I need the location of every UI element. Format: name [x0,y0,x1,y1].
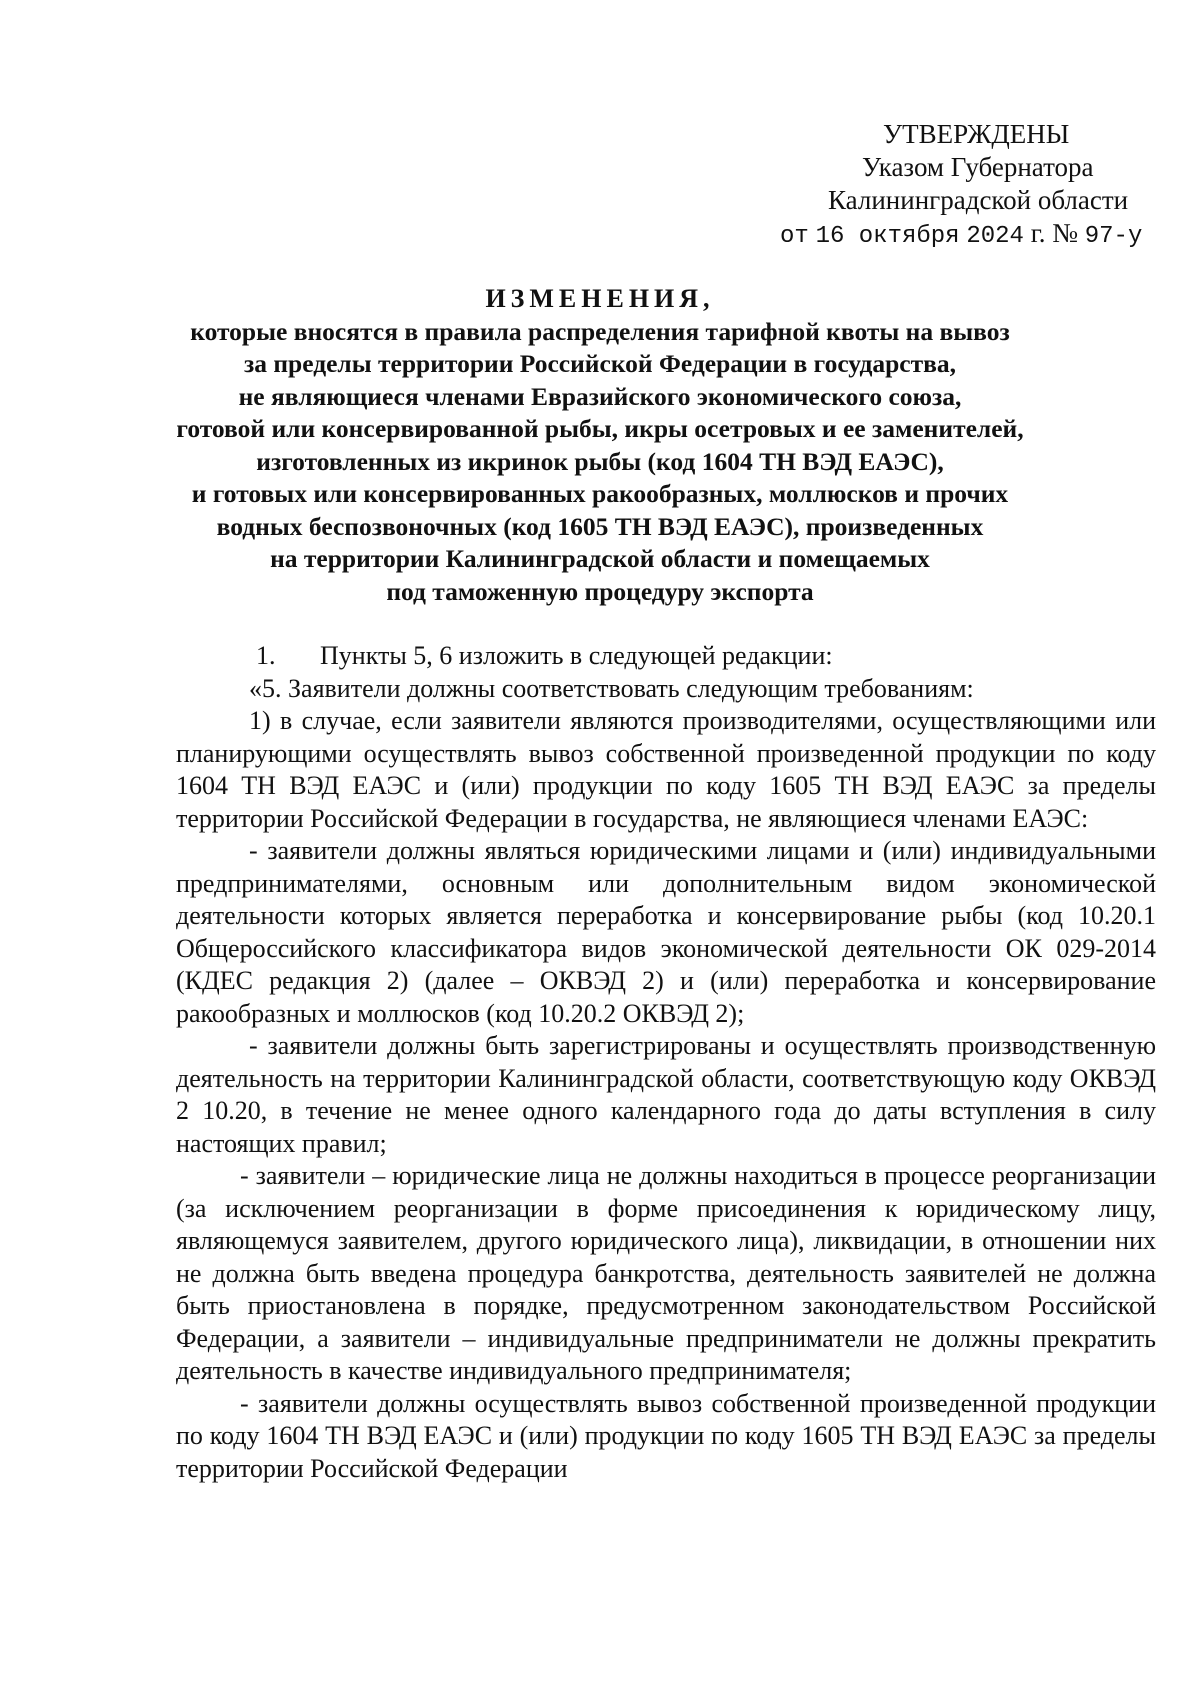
heading-line: на территории Калининградской области и помещаемых [270,544,930,573]
approval-region: Калининградской области [828,185,1129,215]
heading-line: и готовых или консервированных ракообразных, моллюсков и прочих [191,479,1009,508]
paragraph-5: - заявители должны быть зарегистрированы и осуществлять производственную деятельность на территории Калининградской области, соответствующую коду ОКВЭД 2 10.20, в течение не менее одного календарного года до даты вступления в силу настоящих правил; [176,1031,1156,1158]
paragraph-1-number: 1. [256,641,276,670]
paragraph-3: 1) в случае, если заявители являются производителями, осуществляющими или планирующими осуществлять вывоз собственной произведенной продукции по коду 1604 ТН ВЭД ЕАЭС и (или) продукции по коду 1605 ТН ВЭД ЕАЭС за пределы территории Российской Федерации в государства, не являющиеся членами ЕАЭС: [176,706,1156,833]
approval-block [760,118,1180,253]
document-heading [150,283,1050,608]
approval-year: 2024 [966,223,1024,250]
heading-line: которые вносятся в правила распределения тарифной квоты на вывоз [190,316,1010,346]
heading-line: готовой или консервированной рыбы, икры осетровых и ее заменителей, [176,414,1024,443]
document-body [176,640,1156,1485]
approval-date-prefix: от [780,223,809,250]
paragraph-1 [176,640,1156,673]
paragraph-7: - заявители должны осуществлять вывоз собственной произведенной продукции по коду 1604 ТН ВЭД ЕАЭС и (или) продукции по коду 1605 ТН ВЭД ЕАЭС за пределы территории Российской Федерации [176,1388,1156,1483]
paragraph-6: - заявители – юридические лица не должны находиться в процессе реорганизации (за исключением реорганизации в форме присоединения к юридическому лицу, являющемуся заявителем, другого юридического лица), ликвидации, в отношении них не должна быть введена процедура банкротства, деятельность заявителей не должна быть приостановлена в порядке, предусмотренном законодательством Российской Федерации, а заявители – индивидуальные предприниматели не должны прекратить деятельность в качестве индивидуального предпринимателя; [176,1161,1156,1385]
approval-number: 97-у [1084,223,1143,250]
approval-authority: Указом Губернатора [862,152,1094,182]
paragraph-1-text: Пункты 5, 6 изложить в следующей редакции: [320,641,833,670]
heading-line: водных беспозвоночных (код 1605 ТН ВЭД ЕАЭС), произведенных [216,511,984,541]
approval-year-suffix: г. № [1030,218,1078,248]
heading-line: не являющиеся членами Евразийского экономического союза, [238,381,962,411]
approval-title: УТВЕРЖДЕНЫ [883,119,1070,149]
paragraph-4: - заявители должны являться юридическими лицами и (или) индивидуальными предпринимателями, основным или дополнительным видом экономической деятельности которых является переработка и консервирование рыбы (код 10.20.1 Общероссийского классификатора видов экономической деятельности ОК 029-2014 (КДЕС редакция 2) (далее – ОКВЭД 2) и (или) переработка и консервирование ракообразных и моллюсков (код 10.20.2 ОКВЭД 2); [176,836,1156,1028]
approval-date-value: 16 октября [815,223,960,250]
approval-date-line [760,217,1180,253]
heading-line: за пределы территории Российской Федерации в государства, [243,349,957,378]
heading-line: изготовленных из икринок рыбы (код 1604 ТН ВЭД ЕАЭС), [256,446,944,476]
paragraph-2: «5. Заявители должны соответствовать следующим требованиям: [249,673,974,703]
heading-title: ИЗМЕНЕНИЯ, [485,284,715,313]
heading-line: под таможенную процедуру экспорта [386,576,814,606]
